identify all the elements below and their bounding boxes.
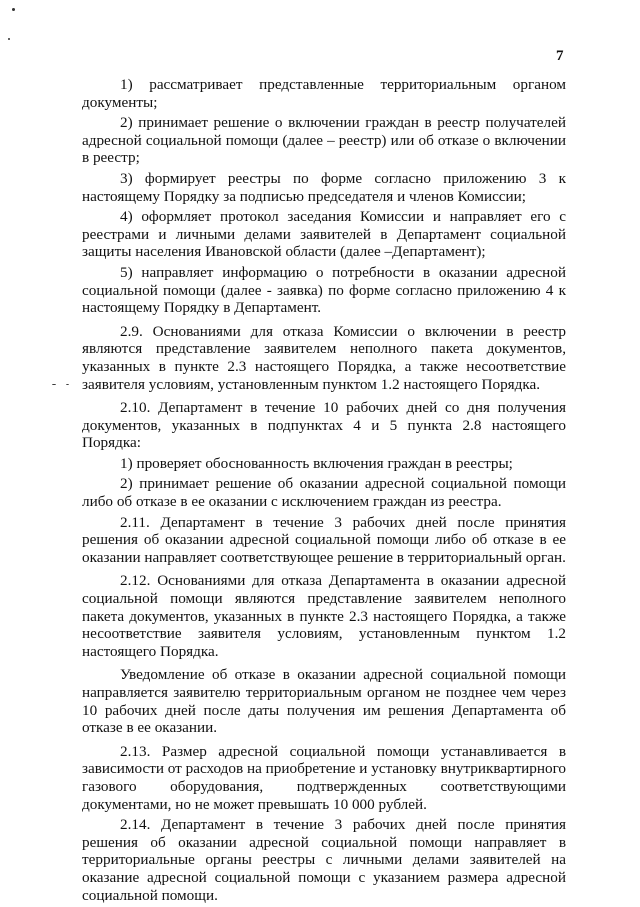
paragraph-2-11-notifies: 2.11. Департамент в течение 3 рабочих дней после принятия решения об оказании адресной социальной помощи либо об отказе в ее оказании направляет соответствующее решение в территориальный орган. <box>82 513 566 566</box>
paragraph-1-reviews-documents: 1) рассматривает представленные территориальным органом документы; <box>82 76 566 111</box>
paragraph-2-10-1-verifies: 1) проверяет обоснованность включения граждан в реестры; <box>120 454 513 472</box>
paragraph-2-13-amount: 2.13. Размер адресной социальной помощи устанавливается в зависимости от расходов на приобретение и установку внутриквартирного газового оборудования, подтвержденных соответствующими документами, но не может превышать 10 000 рублей. <box>82 742 567 813</box>
page-number: 7 <box>556 48 564 64</box>
paragraph-2-registry-decision: 2) принимает решение о включении граждан в реестр получателей адресной социальной помощи (далее – реестр) или об отказе о включении в реестр; <box>82 114 566 167</box>
paragraph-2-10-2-decides: 2) принимает решение об оказании адресной социальной помощи либо об отказе в ее оказании с исключением граждан из реестра. <box>82 475 566 511</box>
paragraph-2-10-department-review: 2.10. Департамент в течение 10 рабочих дней со дня получения документов, указанных в подпунктах 4 и 5 пункта 2.8 настоящего Порядка: <box>82 399 566 452</box>
scan-speck <box>52 384 56 385</box>
paragraph-3-forms-registries: 3) формирует реестры по форме согласно приложению 3 к настоящему Порядку за подписью председателя и членов Комиссии; <box>82 169 566 205</box>
scan-speck <box>8 38 10 40</box>
paragraph-refusal-notice: Уведомление об отказе в оказании адресной социальной помощи направляется заявителю территориальным органом не позднее чем через 10 рабочих дней после даты получения им решения Департамента об отказе в ее оказании. <box>82 666 566 737</box>
paragraph-2-9-commission-refusal: 2.9. Основаниями для отказа Комиссии о включении в реестр являются представление заявителем неполного пакета документов, указанных в пункте 2.3 настоящего Порядка, а также несоответствие заявителя условиям, установленным пунктом 1.2 настоящего Порядка. <box>82 322 566 393</box>
paragraph-2-14-registries-sent: 2.14. Департамент в течение 3 рабочих дней после принятия решения об оказании адресной социальной помощи направляет в территориальные органы реестры с личными делами заявителей на оказание адресной социальной помощи с указанием размера адресной социальной помощи. <box>82 816 566 904</box>
paragraph-5-request-info: 5) направляет информацию о потребности в оказании адресной социальной помощи (далее - заявка) по форме согласно приложению 4 к настоящему Порядку в Департамент. <box>82 263 566 317</box>
paragraph-4-protocol: 4) оформляет протокол заседания Комиссии и направляет его с реестрами и личными делами заявителей в Департамент социальной защиты населения Ивановской области (далее –Департамент); <box>82 208 566 261</box>
scan-speck <box>12 8 15 11</box>
document-body <box>82 76 566 907</box>
paragraph-2-12-department-refusal: 2.12. Основаниями для отказа Департамента в оказании адресной социальной помощи являются представление заявителем неполного пакета документов, указанных в пункте 2.3 настоящего Порядка, а также несоответствие заявителя условиям, установленным пунктом 1.2 настоящего Порядка. <box>82 572 566 660</box>
scan-speck <box>66 384 69 385</box>
